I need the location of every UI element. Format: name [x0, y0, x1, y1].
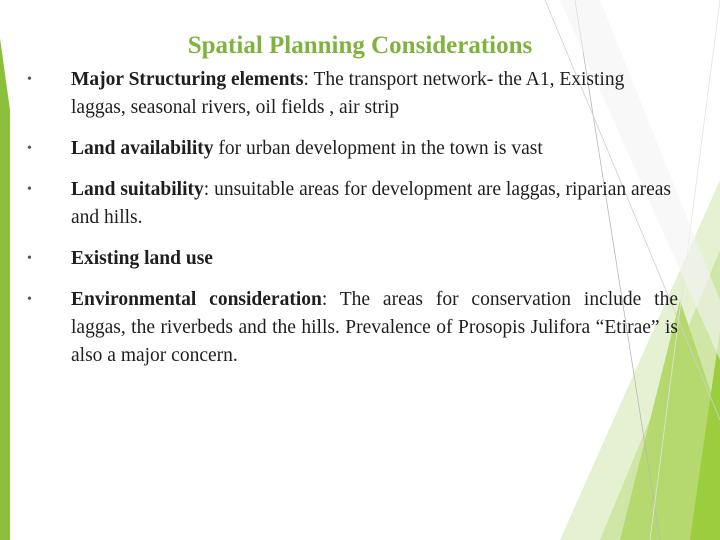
bullet-separator: :	[321, 289, 328, 310]
bullet-description: The areas for conservation include the laggas, the riverbeds and the hills. Prevalence of Prosopis Julifora “Etirae” is also a major concern.	[71, 289, 678, 366]
bullet-term: Major Structuring elements	[71, 69, 304, 90]
bullet-description: unsuitable areas for development are laggas, riparian areas and hills.	[71, 179, 672, 228]
slide-title: Spatial Planning Considerations	[187, 32, 533, 59]
bullet-separator: :	[303, 69, 309, 90]
bullet-text	[71, 248, 213, 269]
bullet-text	[71, 138, 543, 159]
bullet-term: Land suitability	[71, 179, 204, 200]
bullet-dot-icon: •	[27, 141, 32, 156]
bullet-text	[71, 286, 678, 370]
bullet-dot-icon: •	[27, 292, 32, 307]
bullet-term: Land availability	[71, 138, 214, 159]
bullet-dot-icon: •	[27, 182, 32, 197]
bullet-text	[71, 179, 671, 228]
bullet-dot-icon: •	[27, 251, 32, 266]
bullet-term: Environmental consideration	[71, 289, 322, 310]
bullet-separator: :	[203, 179, 210, 200]
bullet-item-land-suitability	[24, 176, 678, 232]
bullet-item-major-structuring	[24, 66, 678, 122]
left-accent-wedge	[0, 38, 10, 540]
bullet-description: for urban development in the town is vast	[213, 138, 543, 159]
bullet-term: Existing land use	[71, 248, 213, 269]
bullet-item-land-availability	[24, 135, 678, 163]
bullet-description: The transport network- the A1, Existing laggas, seasonal rivers, oil fields , air strip	[71, 69, 625, 118]
bullet-item-existing-land-use	[24, 245, 678, 273]
bullet-text	[71, 69, 624, 118]
bullet-list	[24, 66, 678, 370]
bullet-item-environmental-consideration	[24, 286, 678, 370]
bullet-dot-icon: •	[27, 72, 32, 87]
